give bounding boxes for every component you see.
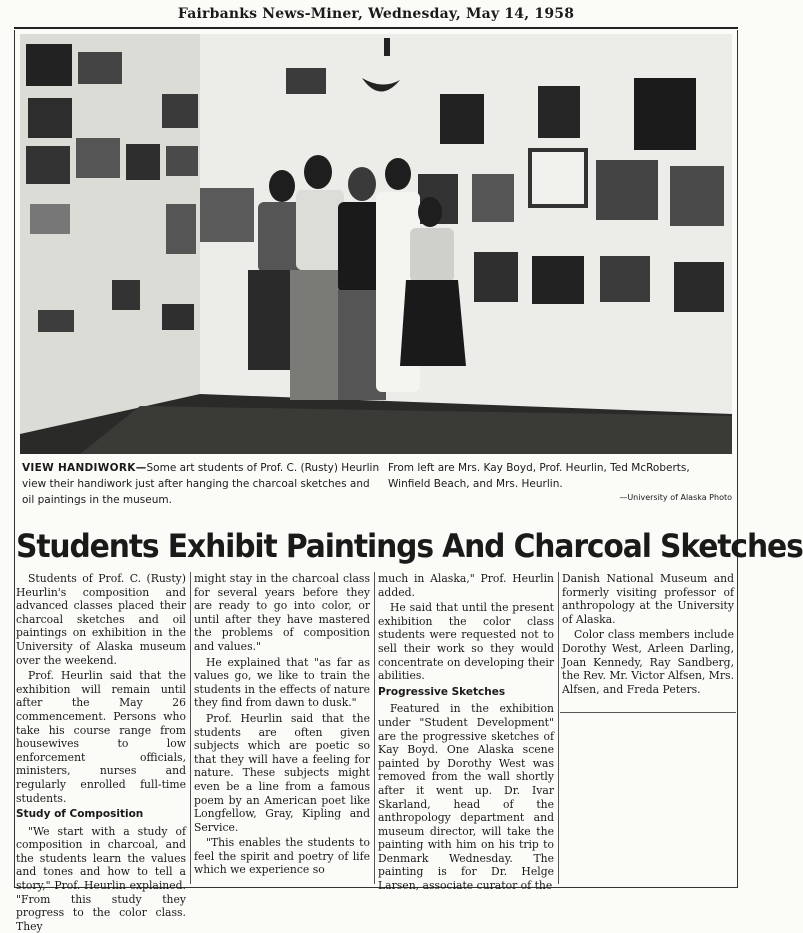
photo-credit: —University of Alaska Photo xyxy=(619,493,732,502)
paragraph: much in Alaska," Prof. Heurlin added. xyxy=(378,572,554,599)
column-end-rule xyxy=(560,712,736,713)
paragraph: might stay in the charcoal class for several years before they are ready to go into color, or until after they have mastered the problems of composition and values." xyxy=(194,572,370,653)
photo-caption-left xyxy=(22,460,382,518)
article-column-2 xyxy=(194,572,370,884)
caption-right-text: From left are Mrs. Kay Boyd, Prof. Heurlin, Ted McRoberts, Winfield Beach, and Mrs. Heurlin. xyxy=(388,462,690,490)
article-column-3 xyxy=(378,572,554,893)
paragraph: Prof. Heurlin said that the students are often given subjects which are poetic so that they will have a feeling for nature. These subjects might even be a line from a famous poem by an American poet like Longfellow, Gray, Kipling and Service. xyxy=(194,711,370,834)
caption-lead: VIEW HANDIWORK— xyxy=(22,462,147,474)
article-column-1 xyxy=(16,572,186,933)
subheading: Progressive Sketches xyxy=(378,685,506,698)
subheading: Study of Composition xyxy=(16,808,144,821)
paragraph: Prof. Heurlin said that the exhibition will remain until after the May 26 commencement. Persons who take his course range from housewives to low enforcement officials, ministers, nurses and regularly enrolled full-time students. xyxy=(16,669,186,805)
paragraph: He said that until the present exhibition the color class students were requested not to sell their work so they would concentrate on developing their abilities. xyxy=(378,601,554,683)
column-divider xyxy=(374,572,375,884)
paragraph: Featured in the exhibition under "Student Development" are the progressive sketches of Kay Boyd. One Alaska scene painted by Dorothy West was removed from the wall shortly after it went up. Dr. Ivar Skarland, head of the anthropology department and museum director, will take the painting with him on his trip to Denmark Wednesday. The painting is for Dr. Helge Larsen, associate curator of the xyxy=(378,702,554,893)
article-headline: Students Exhibit Paintings And Charcoal Sketches xyxy=(16,527,803,565)
gallery-photo xyxy=(20,34,732,454)
photo-illustration xyxy=(20,34,732,454)
article-column-4 xyxy=(562,572,734,884)
paragraph: "This enables the students to feel the spirit and poetry of life which we experience so xyxy=(194,836,370,877)
paragraph: "We start with a study of composition in charcoal, and the students learn the values and tones and how to tell a story," Prof. Heurlin explained. "From this study they progress to the color class. They xyxy=(16,824,186,933)
caption-left-text: Some art students of Prof. C. (Rusty) Heurlin view their handiwork just after hanging the charcoal sketches and oil paintings in the museum. xyxy=(22,462,380,506)
paragraph: He explained that "as far as values go, we like to train the students in the effects of nature they find from dawn to dusk." xyxy=(194,655,370,710)
column-divider xyxy=(190,572,191,884)
photo-caption-right xyxy=(388,460,732,518)
paragraph: Danish National Museum and formerly visiting professor of anthropology at the University of Alaska. xyxy=(562,572,734,626)
masthead: Fairbanks News-Miner, Wednesday, May 14, 1958 xyxy=(177,6,575,22)
paragraph: Students of Prof. C. (Rusty) Heurlin's composition and advanced classes placed their charcoal sketches and oil paintings on exhibition in the University of Alaska museum over the weekend. xyxy=(16,572,186,667)
top-rule xyxy=(14,27,738,29)
paragraph: Color class members include Dorothy West, Arleen Darling, Joan Kennedy, Ray Sandberg, the Rev. Mr. Victor Alfsen, Mrs. Alfsen, and Freda Peters. xyxy=(562,628,734,696)
column-divider xyxy=(558,572,559,884)
